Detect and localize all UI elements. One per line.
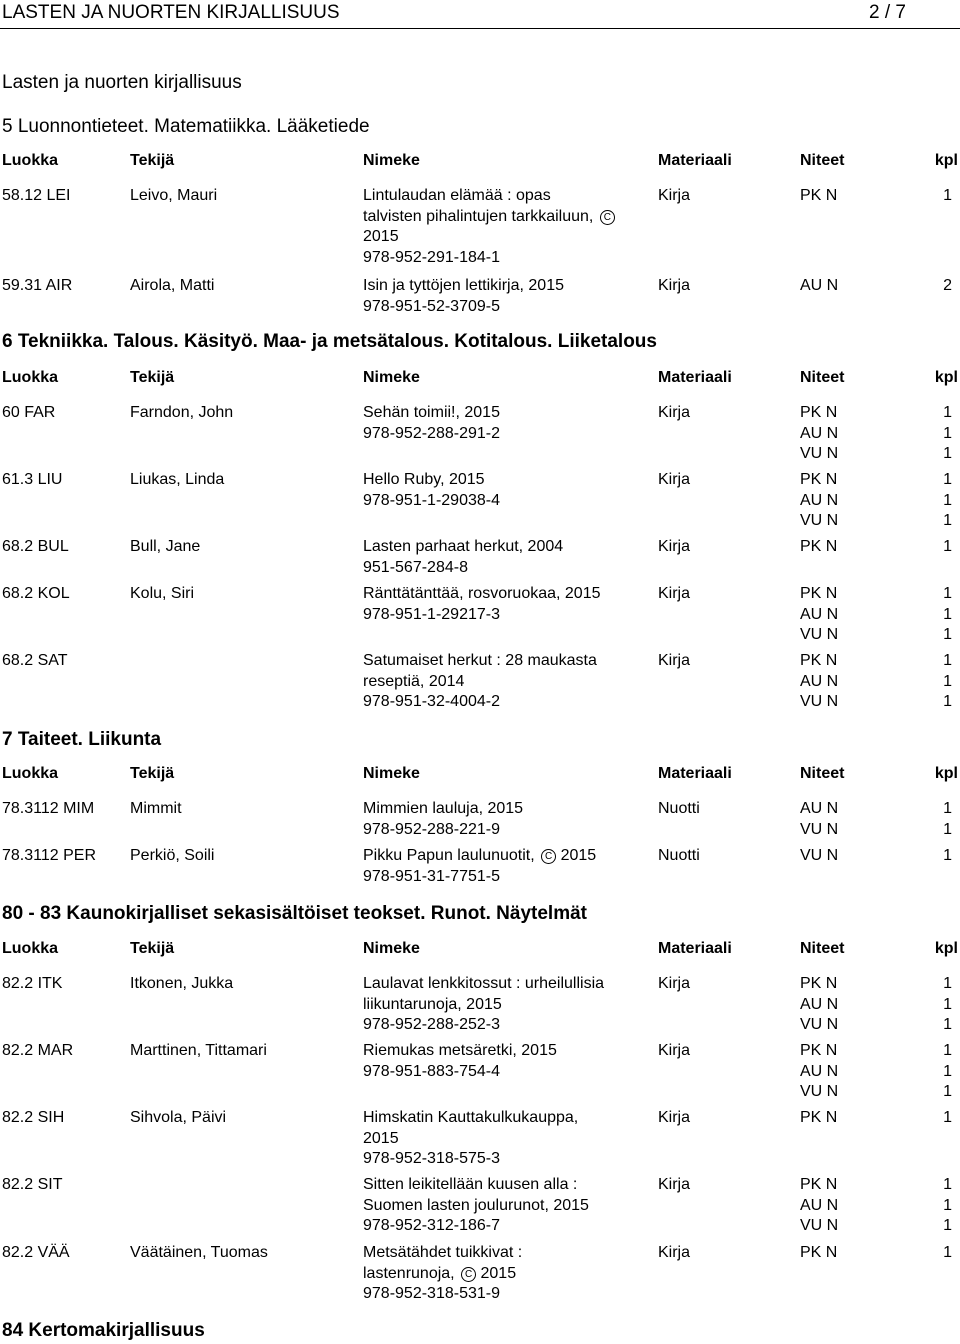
row-kpl: 1 — [943, 1062, 952, 1080]
row-nimeke-line: 978-952-312-186-7 — [363, 1217, 500, 1234]
column-header-tekija: Tekijä — [130, 765, 175, 782]
row-kpl: 1 — [943, 693, 952, 710]
row-luokka: 78.3112 PER — [2, 847, 96, 864]
row-materiaali: Kirja — [658, 404, 691, 421]
row-nimeke-line: Hello Ruby, 2015 — [363, 471, 485, 488]
row-niteet: VU N — [800, 847, 839, 864]
column-header-materiaali: Materiaali — [658, 765, 732, 782]
row-tekija: Marttinen, Tittamari — [130, 1042, 267, 1059]
row-nimeke-line: 978-952-291-184-1 — [363, 248, 500, 266]
row-nimeke-line: 978-952-288-291-2 — [363, 424, 500, 442]
row-kpl: 1 — [943, 585, 952, 602]
row-luokka: 78.3112 MIM — [2, 800, 95, 817]
column-header-materiaali: Materiaali — [658, 940, 732, 957]
row-niteet: AU N — [800, 277, 839, 294]
row-nimeke-line: liikuntarunoja, 2015 — [363, 995, 502, 1013]
row-niteet: VU N — [800, 693, 839, 710]
copyright-icon: C — [600, 210, 615, 225]
row-luokka: 82.2 VÄÄ — [2, 1244, 70, 1261]
row-nimeke-line: 978-951-1-29217-3 — [363, 605, 500, 623]
column-header-kpl: kpl — [934, 765, 958, 782]
section-title: 7 Taiteet. Liikunta — [2, 729, 162, 750]
row-nimeke-line: lastenrunoja, C 2015 — [363, 1264, 517, 1282]
row-niteet: VU N — [800, 1016, 839, 1033]
copyright-icon: C — [541, 849, 556, 864]
row-niteet: PK N — [800, 585, 838, 602]
row-materiaali: Kirja — [658, 471, 691, 488]
row-luokka: 68.2 BUL — [2, 538, 69, 555]
column-header-tekija: Tekijä — [130, 369, 175, 386]
row-niteet: VU N — [800, 445, 839, 462]
row-kpl: 1 — [943, 404, 952, 421]
column-header-niteet: Niteet — [800, 152, 845, 169]
row-luokka: 58.12 LEI — [2, 187, 71, 204]
section-title: 5 Luonnontieteet. Matematiikka. Lääketiede — [2, 116, 370, 137]
row-kpl: 2 — [943, 277, 952, 294]
row-niteet: VU N — [800, 1217, 839, 1234]
column-header-nimeke: Nimeke — [363, 369, 420, 386]
row-niteet: AU N — [800, 1062, 839, 1080]
page-number: 2 / 7 — [869, 2, 906, 23]
row-nimeke-line: 978-951-31-7751-5 — [363, 867, 500, 885]
row-materiaali: Kirja — [658, 1244, 691, 1261]
row-nimeke-line: talvisten pihalintujen tarkkailuun, C — [363, 207, 615, 228]
row-niteet: PK N — [800, 471, 838, 488]
row-materiaali: Kirja — [658, 652, 691, 669]
row-nimeke-line: 978-951-52-3709-5 — [363, 297, 500, 315]
row-niteet: VU N — [800, 512, 839, 529]
row-luokka: 82.2 ITK — [2, 975, 63, 992]
row-niteet: AU N — [800, 672, 839, 690]
column-header-tekija: Tekijä — [130, 152, 175, 169]
row-luokka: 82.2 SIH — [2, 1109, 65, 1126]
row-niteet: AU N — [800, 995, 839, 1013]
row-materiaali: Kirja — [658, 585, 691, 602]
column-header-materiaali: Materiaali — [658, 369, 732, 386]
column-header-kpl: kpl — [934, 369, 958, 386]
row-kpl: 1 — [943, 672, 952, 690]
row-kpl: 1 — [943, 800, 952, 817]
row-kpl: 1 — [943, 1109, 952, 1126]
row-materiaali: Kirja — [658, 1176, 691, 1193]
section-title: 6 Tekniikka. Talous. Käsityö. Maa- ja metsätalous. Kotitalous. Liiketalous — [2, 331, 657, 352]
row-nimeke-line: Sitten leikitellään kuusen alla : — [363, 1176, 578, 1193]
row-nimeke-line: 2015 — [363, 228, 399, 245]
column-header-luokka: Luokka — [2, 369, 59, 386]
row-nimeke-line: reseptiä, 2014 — [363, 672, 465, 690]
row-kpl: 1 — [943, 605, 952, 623]
row-tekija: Bull, Jane — [130, 538, 201, 555]
column-header-luokka: Luokka — [2, 152, 59, 169]
column-header-kpl: kpl — [934, 152, 958, 169]
row-kpl: 1 — [943, 652, 952, 669]
section-title: 84 Kertomakirjallisuus — [2, 1320, 205, 1341]
section-title: 80 - 83 Kaunokirjalliset sekasisältöiset teokset. Runot. Näytelmät — [2, 903, 588, 924]
row-niteet: AU N — [800, 491, 839, 509]
row-nimeke-line: Laulavat lenkkitossut : urheilullisia — [363, 975, 605, 992]
column-header-tekija: Tekijä — [130, 940, 175, 957]
row-luokka: 68.2 SAT — [2, 652, 68, 669]
row-tekija: Leivo, Mauri — [130, 187, 218, 204]
row-nimeke-line: 978-951-32-4004-2 — [363, 693, 500, 710]
row-niteet: AU N — [800, 424, 839, 442]
row-luokka: 82.2 MAR — [2, 1042, 74, 1059]
column-header-niteet: Niteet — [800, 940, 845, 957]
row-niteet: VU N — [800, 1083, 839, 1100]
column-header-luokka: Luokka — [2, 765, 59, 782]
row-kpl: 1 — [943, 491, 952, 509]
row-kpl: 1 — [943, 1042, 952, 1059]
header-title: LASTEN JA NUORTEN KIRJALLISUUS — [2, 2, 340, 23]
row-tekija: Perkiö, Soili — [130, 847, 215, 864]
row-tekija: Sihvola, Päivi — [130, 1109, 227, 1126]
row-materiaali: Kirja — [658, 187, 691, 204]
column-header-kpl: kpl — [934, 940, 958, 957]
row-tekija: Kolu, Siri — [130, 585, 195, 602]
row-niteet: AU N — [800, 800, 839, 817]
copyright-icon: C — [461, 1267, 476, 1282]
row-nimeke-line: Pikku Papun laulunuotit, C 2015 — [363, 847, 597, 864]
row-nimeke-line: Himskatin Kauttakulkukauppa, — [363, 1109, 579, 1126]
row-nimeke-line: Sehän toimii!, 2015 — [363, 404, 500, 421]
row-niteet: PK N — [800, 1042, 838, 1059]
row-tekija: Väätäinen, Tuomas — [130, 1244, 268, 1261]
row-nimeke-line: 978-952-288-221-9 — [363, 820, 500, 838]
row-tekija: Mimmit — [130, 800, 182, 817]
row-niteet: PK N — [800, 1244, 838, 1261]
row-kpl: 1 — [943, 1196, 952, 1214]
row-kpl: 1 — [943, 187, 952, 204]
row-tekija: Itkonen, Jukka — [130, 975, 234, 992]
row-kpl: 1 — [943, 424, 952, 442]
row-luokka: 82.2 SIT — [2, 1176, 63, 1193]
row-luokka: 60 FAR — [2, 404, 56, 421]
row-nimeke-line: 951-567-284-8 — [363, 558, 468, 576]
row-niteet: PK N — [800, 1109, 838, 1126]
row-kpl: 1 — [943, 1083, 952, 1100]
column-header-luokka: Luokka — [2, 940, 59, 957]
row-kpl: 1 — [943, 1176, 952, 1193]
column-header-nimeke: Nimeke — [363, 152, 420, 169]
row-kpl: 1 — [943, 975, 952, 992]
row-materiaali: Kirja — [658, 975, 691, 992]
row-luokka: 68.2 KOL — [2, 585, 70, 602]
row-niteet: PK N — [800, 975, 838, 992]
row-nimeke-line: Satumaiset herkut : 28 maukasta — [363, 652, 597, 669]
row-kpl: 1 — [943, 538, 952, 555]
row-materiaali: Kirja — [658, 277, 691, 294]
row-tekija: Airola, Matti — [130, 277, 215, 294]
row-nimeke-line: Riemukas metsäretki, 2015 — [363, 1042, 557, 1059]
row-niteet: VU N — [800, 626, 839, 643]
row-kpl: 1 — [943, 626, 952, 643]
column-header-niteet: Niteet — [800, 765, 845, 782]
row-materiaali: Nuotti — [658, 800, 700, 817]
row-niteet: PK N — [800, 652, 838, 669]
column-header-niteet: Niteet — [800, 369, 845, 386]
page-header — [0, 0, 960, 29]
row-nimeke-line: Metsätähdet tuikkivat : — [363, 1244, 523, 1261]
row-materiaali: Kirja — [658, 1109, 691, 1126]
row-niteet: AU N — [800, 605, 839, 623]
row-kpl: 1 — [943, 471, 952, 488]
row-niteet: PK N — [800, 1176, 838, 1193]
row-kpl: 1 — [943, 1217, 952, 1234]
row-kpl: 1 — [943, 445, 952, 462]
row-tekija: Farndon, John — [130, 404, 234, 421]
column-header-materiaali: Materiaali — [658, 152, 732, 169]
row-kpl: 1 — [943, 512, 952, 529]
row-niteet: PK N — [800, 187, 838, 204]
row-materiaali: Kirja — [658, 538, 691, 555]
row-tekija: Liukas, Linda — [130, 471, 225, 488]
row-materiaali: Nuotti — [658, 847, 700, 864]
row-kpl: 1 — [943, 1016, 952, 1033]
column-header-nimeke: Nimeke — [363, 765, 420, 782]
row-luokka: 59.31 AIR — [2, 277, 73, 294]
doc-title: Lasten ja nuorten kirjallisuus — [2, 72, 242, 93]
row-nimeke-line: Ränttätänttää, rosvoruokaa, 2015 — [363, 585, 601, 602]
row-nimeke-line: 978-951-1-29038-4 — [363, 491, 500, 509]
row-nimeke-line: 978-952-288-252-3 — [363, 1016, 500, 1033]
row-kpl: 1 — [943, 995, 952, 1013]
row-niteet: VU N — [800, 820, 839, 838]
row-kpl: 1 — [943, 847, 952, 864]
row-kpl: 1 — [943, 820, 952, 838]
column-header-nimeke: Nimeke — [363, 940, 420, 957]
row-niteet: AU N — [800, 1196, 839, 1214]
row-nimeke-line: Mimmien lauluja, 2015 — [363, 800, 524, 817]
row-niteet: PK N — [800, 404, 838, 421]
row-nimeke-line: Suomen lasten joulurunot, 2015 — [363, 1196, 589, 1214]
row-niteet: PK N — [800, 538, 838, 555]
row-nimeke-line: Isin ja tyttöjen lettikirja, 2015 — [363, 277, 564, 294]
row-nimeke-line: 978-951-883-754-4 — [363, 1062, 500, 1080]
row-nimeke-line: 2015 — [363, 1129, 399, 1147]
row-nimeke-line: Lasten parhaat herkut, 2004 — [363, 538, 564, 555]
row-kpl: 1 — [943, 1244, 952, 1261]
row-luokka: 61.3 LIU — [2, 471, 63, 488]
row-nimeke-line: Lintulaudan elämää : opas — [363, 187, 551, 204]
row-nimeke-line: 978-952-318-575-3 — [363, 1150, 500, 1167]
row-materiaali: Kirja — [658, 1042, 691, 1059]
row-nimeke-line: 978-952-318-531-9 — [363, 1285, 500, 1302]
